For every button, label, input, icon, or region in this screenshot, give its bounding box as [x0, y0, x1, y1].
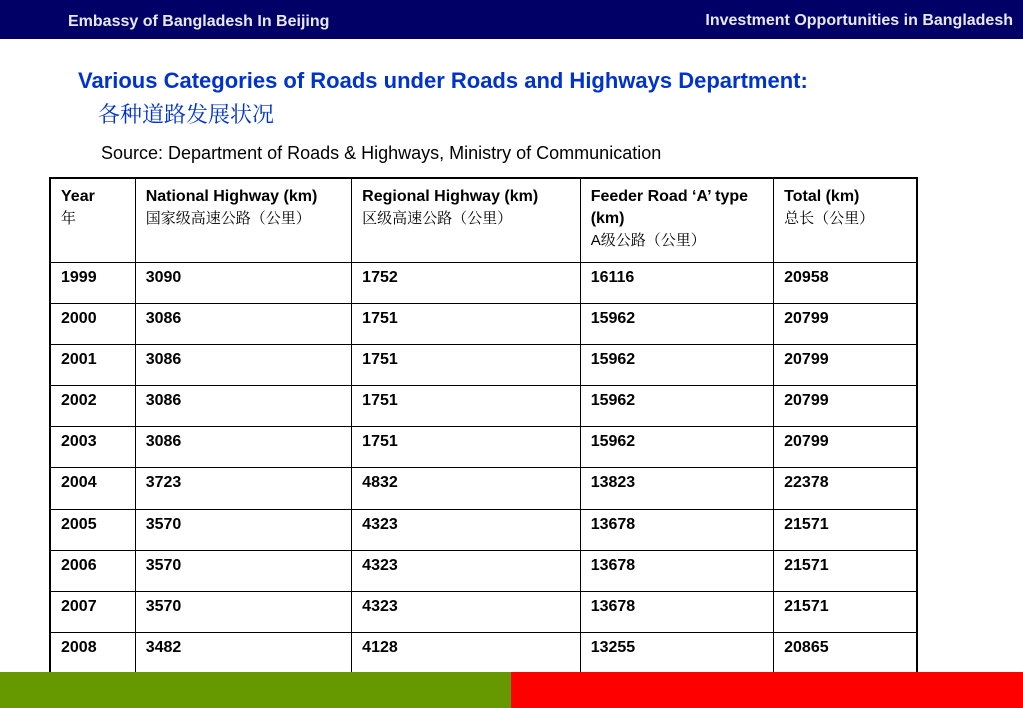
table-cell: 2002 [50, 386, 135, 427]
footer-red-bar [511, 672, 1023, 708]
footer-green-bar [0, 672, 511, 708]
table-cell: 21571 [774, 592, 917, 633]
header-total: Total (km) 总长（公里） [774, 178, 917, 262]
table-row [50, 386, 917, 427]
table-cell: 21571 [774, 550, 917, 591]
table-cell: 2005 [50, 509, 135, 550]
table-row [50, 592, 917, 633]
table-cell: 20799 [774, 427, 917, 468]
table-row [50, 427, 917, 468]
header-national-highway: National Highway (km) 国家级高速公路（公里） [135, 178, 351, 262]
table-cell: 15962 [580, 427, 773, 468]
table-cell: 1751 [352, 303, 581, 344]
header-regional-highway: Regional Highway (km) 区级高速公路（公里） [352, 178, 581, 262]
slide-title: Various Categories of Roads under Roads and Highways Department: [78, 68, 808, 93]
table-row [50, 633, 917, 674]
table-cell: 3723 [135, 468, 351, 509]
table-cell: 1751 [352, 344, 581, 385]
table-cell: 3090 [135, 262, 351, 303]
table-cell: 15962 [580, 386, 773, 427]
table-cell: 2000 [50, 303, 135, 344]
table-cell: 3086 [135, 386, 351, 427]
table-cell: 20799 [774, 344, 917, 385]
table-cell: 22378 [774, 468, 917, 509]
table-cell: 1752 [352, 262, 581, 303]
table-row [50, 262, 917, 303]
table-cell: 13255 [580, 633, 773, 674]
table-cell: 3570 [135, 509, 351, 550]
table-cell: 3086 [135, 427, 351, 468]
table-cell: 2008 [50, 633, 135, 674]
table-cell: 4323 [352, 550, 581, 591]
table-cell: 3086 [135, 303, 351, 344]
table-cell: 13678 [580, 550, 773, 591]
table-row [50, 468, 917, 509]
table-row [50, 344, 917, 385]
table-cell: 3570 [135, 550, 351, 591]
table-cell: 13823 [580, 468, 773, 509]
header-year: Year 年 [50, 178, 135, 262]
table-cell: 20958 [774, 262, 917, 303]
table-cell: 2007 [50, 592, 135, 633]
roads-table [49, 177, 918, 675]
table-cell: 4832 [352, 468, 581, 509]
source-note: Source: Department of Roads & Highways, Ministry of Communication [101, 143, 662, 163]
slide-subtitle-zh: 各种道路发展状况 [98, 102, 275, 127]
table-cell: 1751 [352, 386, 581, 427]
embassy-name: Embassy of Bangladesh In Beijing [68, 13, 330, 30]
table-cell: 2003 [50, 427, 135, 468]
table-row [50, 303, 917, 344]
table-cell: 1751 [352, 427, 581, 468]
table-cell: 1999 [50, 262, 135, 303]
table-cell: 21571 [774, 509, 917, 550]
table-cell: 15962 [580, 303, 773, 344]
table-body [50, 262, 917, 674]
table-cell: 3482 [135, 633, 351, 674]
presentation-title: Investment Opportunities in Bangladesh [705, 12, 1013, 29]
header-feeder-road: Feeder Road ‘A’ type (km) A级公路（公里） [580, 178, 773, 262]
table-cell: 4323 [352, 592, 581, 633]
table-row [50, 509, 917, 550]
table-cell: 2001 [50, 344, 135, 385]
table-cell: 2006 [50, 550, 135, 591]
header-bar [0, 0, 1023, 39]
table-cell: 2004 [50, 468, 135, 509]
table-cell: 13678 [580, 509, 773, 550]
table-row [50, 550, 917, 591]
table-cell: 15962 [580, 344, 773, 385]
table-cell: 13678 [580, 592, 773, 633]
table-cell: 16116 [580, 262, 773, 303]
table-cell: 20799 [774, 386, 917, 427]
table-header-row [50, 178, 917, 262]
table-cell: 20799 [774, 303, 917, 344]
table-cell: 3086 [135, 344, 351, 385]
table-cell: 4323 [352, 509, 581, 550]
table-cell: 4128 [352, 633, 581, 674]
table-cell: 20865 [774, 633, 917, 674]
table-cell: 3570 [135, 592, 351, 633]
